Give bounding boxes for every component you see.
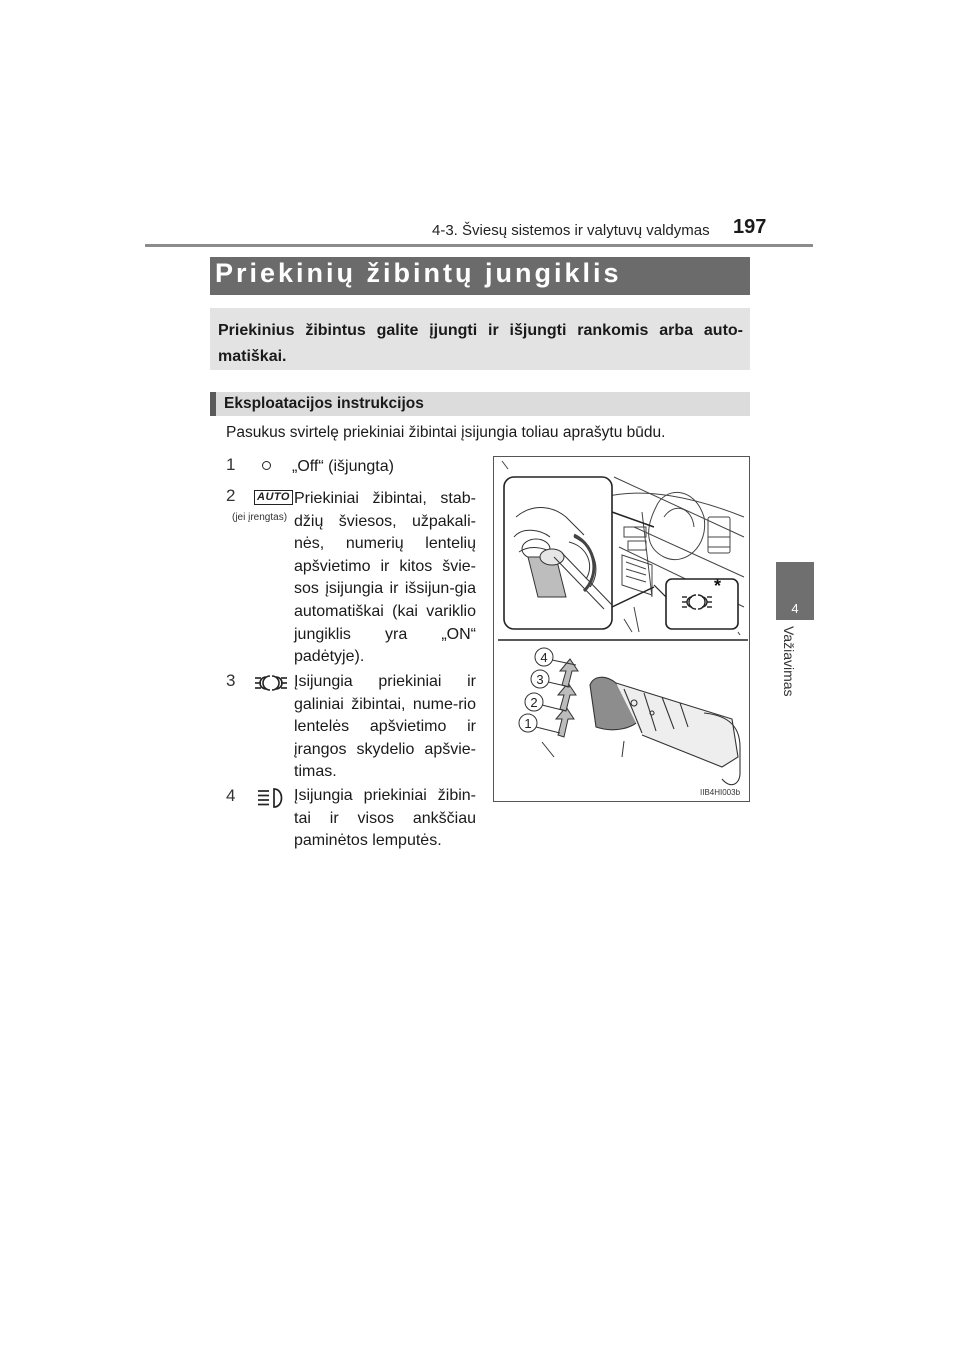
callout-1: 1 [524,716,532,731]
auto-badge-icon: AUTO [254,490,293,505]
intro-text: Priekinius žibintus galite įjungti ir išjungti rankomis arba auto-matiškai. [218,322,743,365]
running-header: 4-3. Šviesų sistemos ir valytuvų valdymas [432,222,710,239]
figure-code: IIB4HI003b [700,788,741,797]
off-circle-icon [262,461,271,470]
item-number-3: 3 [226,671,236,690]
item-number-1: 1 [226,455,236,474]
page-number: 197 [733,216,767,238]
subheading: Eksploatacijos instrukcijos [224,395,424,412]
parking-lights-icon [254,673,288,693]
item-text-3: Įsijungia priekiniai ir galiniai žibintai, nume-rio lentelės apšvietimo ir įrangos skydelio apšvie-timas. [294,673,476,781]
asterisk-mark: * [714,576,722,596]
headlight-icon [256,787,286,809]
item-text-2: Priekiniai žibintai, stab-džių šviesos, užpakali-nės, numerių lentelių apšvietimo ir kitos švie-sos įsijungia ir išsijun-gia automatiškai (kai variklio jungiklis yra „ON“ padėtyje). [294,490,476,666]
chapter-tab-label-text: Važiavimas [781,626,797,697]
page-title: Priekinių žibintų jungiklis [215,258,622,288]
chapter-tab-label [781,626,809,736]
headlight-switch-illustration [493,456,750,802]
body-text: Pasukus svirtelę priekiniai žibintai įsijungia toliau aprašytu būdu. [226,424,666,441]
callout-4: 4 [540,650,548,665]
item-note-2: (jei įrengtas) [232,512,288,523]
subheading-accent [210,392,216,416]
item-number-2: 2 [226,486,236,505]
chapter-tab-number: 4 [791,601,799,616]
header-rule [145,244,813,247]
item-text-1: „Off“ (išjungta) [292,458,394,475]
callout-3: 3 [536,672,544,687]
item-number-4: 4 [226,786,236,805]
item-text-4: Įsijungia priekiniai žibin-tai ir visos ankščiau paminėtos lemputės. [294,787,476,850]
illustration-drawing [494,457,749,801]
callout-2: 2 [530,695,538,710]
